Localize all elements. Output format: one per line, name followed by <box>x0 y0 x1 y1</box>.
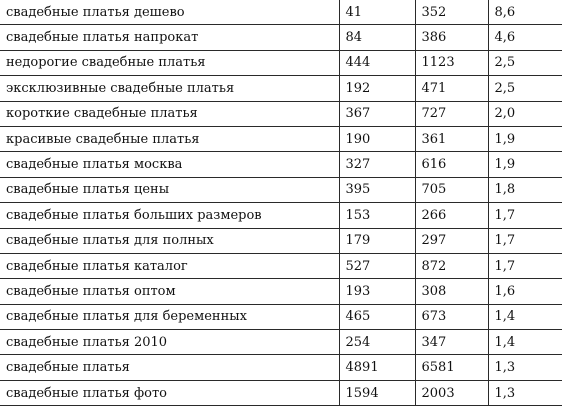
count-a-cell: 192 <box>339 76 415 101</box>
ratio-cell: 1,6 <box>488 279 562 304</box>
count-a-cell: 193 <box>339 279 415 304</box>
count-b-cell: 1123 <box>415 50 488 75</box>
count-b-cell: 386 <box>415 25 488 50</box>
count-a-cell: 367 <box>339 101 415 126</box>
ratio-cell: 1,9 <box>488 126 562 151</box>
count-b-cell: 308 <box>415 279 488 304</box>
count-a-cell: 4891 <box>339 355 415 380</box>
table-row <box>0 126 562 151</box>
ratio-cell: 4,6 <box>488 25 562 50</box>
count-a-cell: 84 <box>339 25 415 50</box>
phrase-cell: свадебные платья больших размеров <box>0 203 339 228</box>
phrase-cell: свадебные платья фото <box>0 380 339 405</box>
table-row <box>0 50 562 75</box>
phrase-cell: свадебные платья для полных <box>0 228 339 253</box>
phrase-cell: красивые свадебные платья <box>0 126 339 151</box>
count-a-cell: 527 <box>339 253 415 278</box>
phrase-cell: свадебные платья для беременных <box>0 304 339 329</box>
table-row <box>0 253 562 278</box>
phrase-cell: свадебные платья <box>0 355 339 380</box>
count-a-cell: 444 <box>339 50 415 75</box>
table-row <box>0 203 562 228</box>
ratio-cell: 1,7 <box>488 253 562 278</box>
phrase-cell: свадебные платья цены <box>0 177 339 202</box>
count-b-cell: 872 <box>415 253 488 278</box>
phrase-cell: свадебные платья напрокат <box>0 25 339 50</box>
ratio-cell: 2,5 <box>488 50 562 75</box>
count-b-cell: 616 <box>415 152 488 177</box>
count-b-cell: 705 <box>415 177 488 202</box>
table-row <box>0 228 562 253</box>
table-row <box>0 152 562 177</box>
ratio-cell: 1,8 <box>488 177 562 202</box>
table-row <box>0 101 562 126</box>
count-b-cell: 352 <box>415 0 488 25</box>
ratio-cell: 1,9 <box>488 152 562 177</box>
phrase-cell: недорогие свадебные платья <box>0 50 339 75</box>
ratio-cell: 1,4 <box>488 330 562 355</box>
table-row <box>0 380 562 405</box>
count-a-cell: 465 <box>339 304 415 329</box>
ratio-cell: 2,5 <box>488 76 562 101</box>
table-row <box>0 76 562 101</box>
table-row <box>0 330 562 355</box>
count-a-cell: 41 <box>339 0 415 25</box>
count-b-cell: 6581 <box>415 355 488 380</box>
ratio-cell: 1,4 <box>488 304 562 329</box>
table-row <box>0 355 562 380</box>
table-row <box>0 0 562 25</box>
count-b-cell: 347 <box>415 330 488 355</box>
ratio-cell: 2,0 <box>488 101 562 126</box>
phrase-cell: свадебные платья москва <box>0 152 339 177</box>
count-a-cell: 190 <box>339 126 415 151</box>
count-b-cell: 471 <box>415 76 488 101</box>
count-b-cell: 673 <box>415 304 488 329</box>
phrase-cell: свадебные платья оптом <box>0 279 339 304</box>
count-a-cell: 254 <box>339 330 415 355</box>
count-a-cell: 153 <box>339 203 415 228</box>
phrase-cell: свадебные платья 2010 <box>0 330 339 355</box>
count-b-cell: 727 <box>415 101 488 126</box>
count-a-cell: 327 <box>339 152 415 177</box>
ratio-cell: 8,6 <box>488 0 562 25</box>
ratio-cell: 1,3 <box>488 355 562 380</box>
phrase-cell: свадебные платья дешево <box>0 0 339 25</box>
count-b-cell: 2003 <box>415 380 488 405</box>
count-b-cell: 361 <box>415 126 488 151</box>
phrase-cell: свадебные платья каталог <box>0 253 339 278</box>
ratio-cell: 1,7 <box>488 203 562 228</box>
ratio-cell: 1,3 <box>488 380 562 405</box>
phrase-cell: короткие свадебные платья <box>0 101 339 126</box>
count-a-cell: 179 <box>339 228 415 253</box>
phrase-cell: эксклюзивные свадебные платья <box>0 76 339 101</box>
table-row <box>0 177 562 202</box>
table-row <box>0 279 562 304</box>
count-a-cell: 395 <box>339 177 415 202</box>
table-row <box>0 304 562 329</box>
table-row <box>0 25 562 50</box>
count-a-cell: 1594 <box>339 380 415 405</box>
count-b-cell: 297 <box>415 228 488 253</box>
ratio-cell: 1,7 <box>488 228 562 253</box>
count-b-cell: 266 <box>415 203 488 228</box>
